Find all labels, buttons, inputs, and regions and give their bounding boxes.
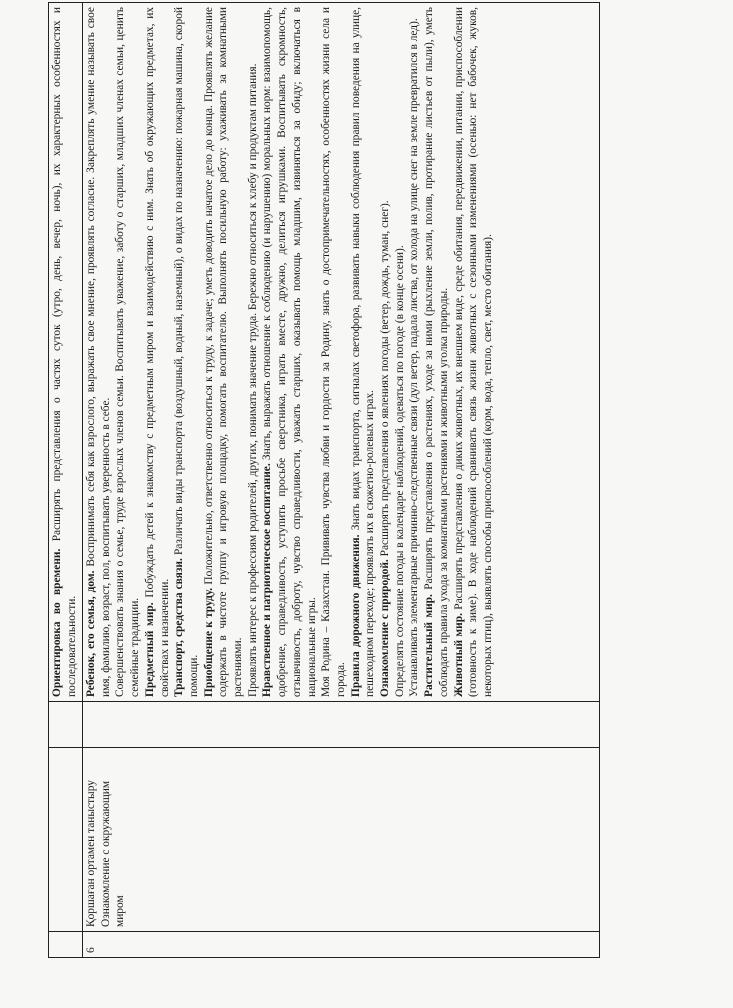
- table-row-time-orientation: [49, 3, 83, 958]
- content-cell: [83, 3, 600, 702]
- paragraph-family: Ребенок, его семья, дом.Воспринимать себя как взрослого, выражать свое мнение, проявлять согласие. Закреплять умение называть свое имя, фамилию, возраст, пол, воспитывать уверенность в себе.: [85, 7, 112, 697]
- empty-cell: [49, 702, 83, 748]
- empty-cell: [83, 702, 600, 748]
- empty-cell: [49, 748, 83, 932]
- paragraph-homeland: Моя Родина – Казахстан. Прививать чувства любви и гордости за Родину, знать о достопримечательностях, особенностях жизни села и города.: [320, 7, 347, 697]
- paragraph-transport: Транспорт, средства связи.Различать виды транспорта (воздушный, водный, наземный), о видах по назначению: пожарная машина, скорой помощи.: [173, 7, 200, 697]
- section-name-ru: Ознакомление с окружающим миром: [99, 780, 127, 927]
- curriculum-table: [48, 2, 600, 958]
- row-number: 6: [83, 932, 600, 958]
- paragraph-weather: Определять состояние погоды в календаре наблюдений, одеваться по погоде (в конце осени).: [393, 245, 406, 697]
- paragraph-labor-2: Проявлять интерес к профессиям родителей, других, понимать значение труда. Бережно относиться к хлебу и продуктам питания.: [246, 63, 259, 697]
- time-orientation-cell: [49, 3, 83, 702]
- time-orientation-title: Ориентировка во времени.: [51, 548, 63, 697]
- paragraph-nature: Ознакомление с природой.Расширять представления о явлениях погоды (ветер, дождь, туман, снег).: [379, 200, 392, 697]
- empty-cell: [49, 932, 83, 958]
- paragraph-moral: Нравственное и патриотическое воспитание.Знать, выражать отношение к соблюдению (и нарушению) моральных норм: взаимопомощь, одобрение, справедливость, уступить просьбе сверстника, играть вместе, дружно, делиться игрушками. Воспитывать скромность, отзывчивость, доброту, чувство справедливости, уважать старших, оказывать помощь младшим, извиняться за обиду; включаться в национальные игры.: [261, 7, 318, 697]
- table-row-6: [83, 3, 600, 958]
- paragraph-traffic: Правила дорожного движения.Знать видах транспорта, сигналах светофора, развивать навыки соблюдения правил поведения на улице, пешеходном переходе; проявлять их в сюжетно-ролевых играх.: [349, 6, 377, 697]
- paragraph-labor: Приобщение к труду.Положительно, ответственно относиться к труду, к задаче; уметь доводить начатое дело до конца. Проявлять желание содержать в чистоте группу и игровую площадку, помогать воспитателю. Выполнять посильную работу: ухаживать за комнатными растениями.: [202, 7, 245, 697]
- paragraph-animals: Животный мир.Расширять представления о диких животных, их внешнем виде, среде обитания, передвижении, питании, приспособлении (готовность к зиме). В ходе наблюдений сравнивать связь жизни животных с сезонными изменениями (осенью: нет бабочек, жуков, некоторых птиц), выявлять способы приспособлений (корм, вода, тепло, свет, место обитания).: [452, 7, 494, 697]
- paragraph-objects: Предметный мир.Побуждать детей к знакомству с предметным миром и взаимодействию с ним. Знать об окружающих предметах, их свойствах и назначении.: [143, 7, 171, 697]
- paragraph-family-2: Совершенствовать знания о семье, труде взрослых членов семьи. Воспитывать уважение, заботу о старших, младших членах семьи, ценить семейные традиции.: [114, 7, 142, 697]
- section-name-cell: [83, 748, 600, 932]
- time-orientation-text: Расширять представления о частях суток (утро, день, вечер, ночь), их характерных особенностях и последовательности.: [51, 6, 78, 697]
- paragraph-plants: Растительный мир.Расширять представления о растениях, уходе за ними (рыхление земли, полив, протирание листьев от пыли), уметь соблюдать правила ухода за комнатными растениями и животными уголка природы.: [423, 7, 450, 697]
- paragraph-causes: Устанавливать элементарные причинно-следственные связи (дул ветер, падала листва, от холода на улице снег на земле превратился в лед).: [408, 18, 421, 697]
- section-name-kk: Қоршаған ортамен таныстыру: [85, 780, 97, 927]
